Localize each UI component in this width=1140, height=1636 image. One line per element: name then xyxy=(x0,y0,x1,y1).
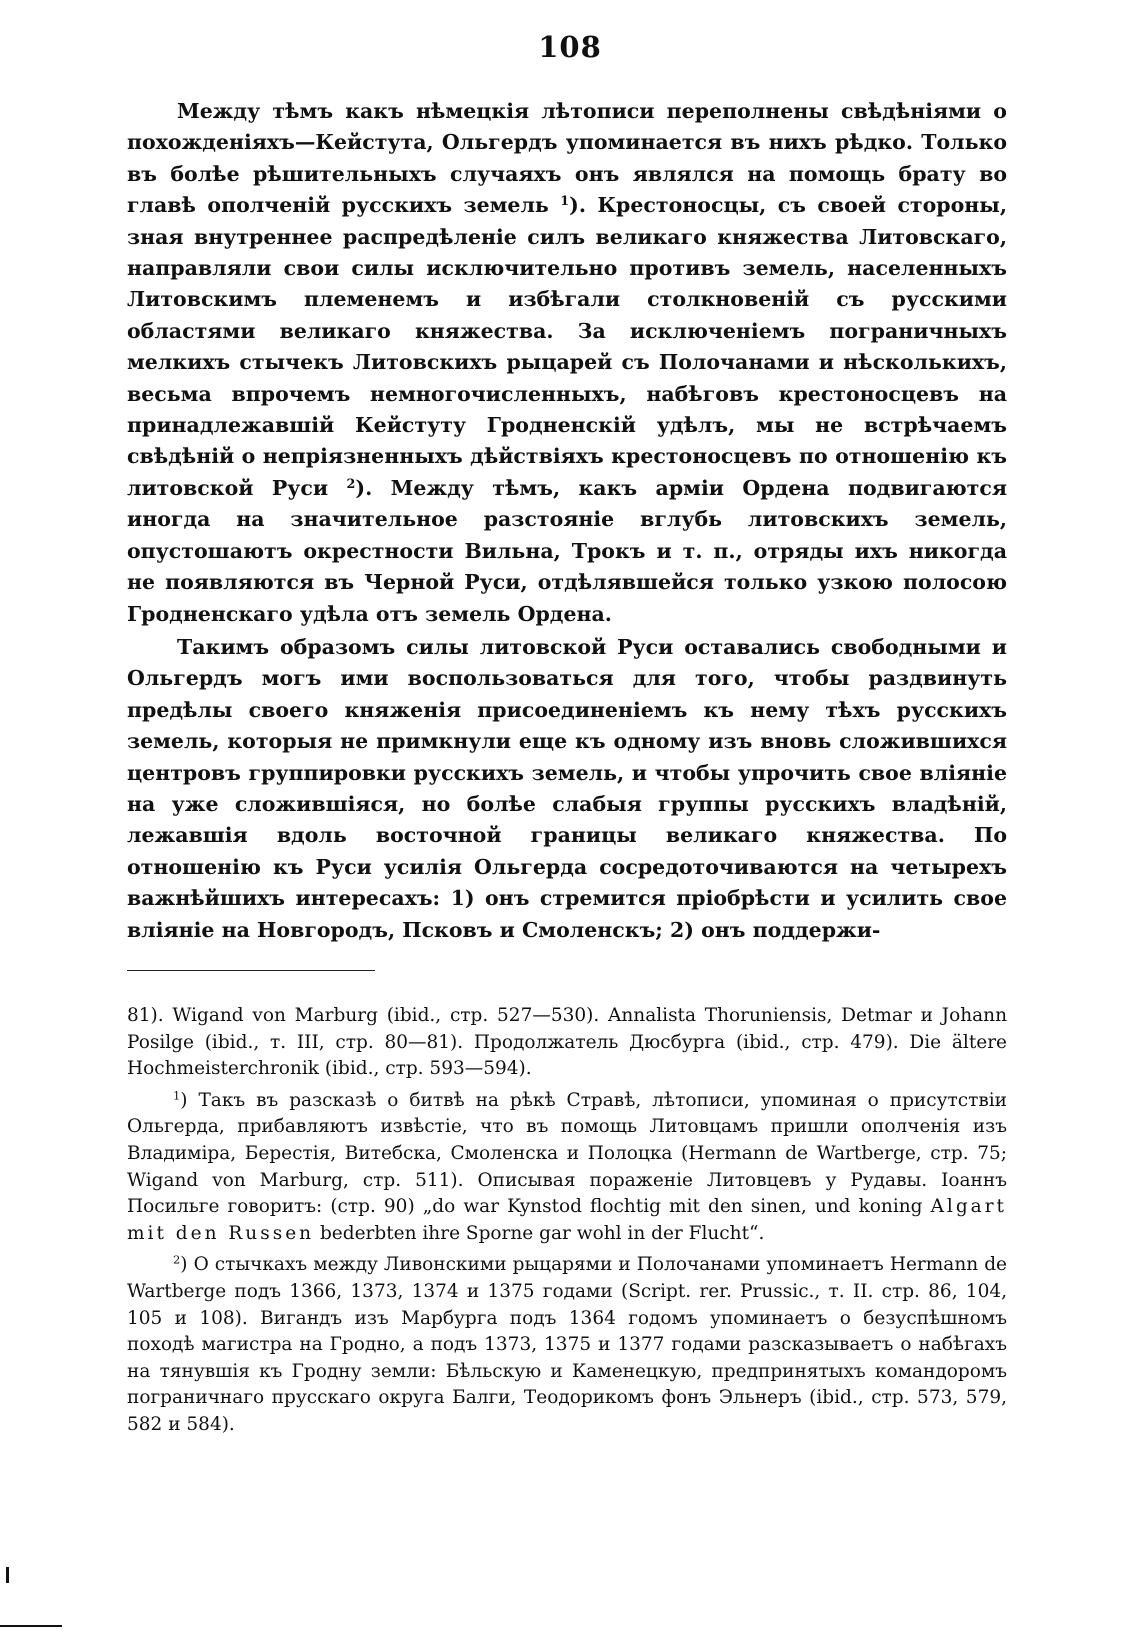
footnote-1 xyxy=(127,1088,1007,1248)
paragraph-2: Такимъ образомъ силы литовской Руси оставались свободными и Ольгердъ могъ ими воспользоваться для того, чтобы раздвинуть предѣлы своего княженія присоединеніемъ къ нему тѣхъ русскихъ земель, которыя не примкнули еще къ одному изъ вновь сложившихся центровъ группировки русскихъ земель, и чтобы упрочить свое вліяніе на уже сложившіяся, но болѣе слабыя группы русскихъ владѣній, лежавшія вдоль восточной границы великаго княжества. По отношенію къ Руси усилія Ольгерда сосредоточиваются на четырехъ важнѣйшихъ интересахъ: 1) онъ стремится пріобрѣсти и усилить свое вліяніе на Новгородъ, Псковъ и Смоленскъ; 2) онъ поддержи- xyxy=(127,634,1007,942)
paragraph-1-part-2: ). Крестоносцы, съ своей стороны, зная внутреннее распредѣленіе силъ великаго княжества Литовскаго, направляли свои силы исключительно противъ земель, населенныхъ Литовскимъ племенемъ и избѣгали столкновеній съ русскими областями великаго княжества. За исключеніемъ пограничныхъ мелкихъ стычекъ Литовскихъ рыцарей съ Полочанами и нѣсколькихъ, весьма впрочемъ немногочисленныхъ, набѣговъ крестоносцевъ на принадлежавшій Кейстуту Гродненскій удѣлъ, мы не встрѣчаемъ свѣдѣній о непріязненныхъ дѣйствіяхъ крестоносцевъ по отношенію къ литовской Руси xyxy=(127,193,1007,500)
footnote-1-marker: 1 xyxy=(173,1088,181,1103)
footnote-1-spaced: Algart mit den Russen xyxy=(127,1196,1007,1244)
footnote-2-text: ) О стычкахъ между Ливонскими рыцарями и Полочанами упоминаетъ Hermann de Wartberge подъ 1366, 1373, 1374 и 1375 годами (Script. rer. Prussic., т. II. стр. 86, 104, 105 и 108). Вигандъ изъ Марбурга подъ 1364 годомъ упоминаетъ о безуспѣшномъ походѣ магистра на Гродно, а подъ 1373, 1375 и 1377 годами разсказываетъ о набѣгахъ на тянувшія къ Гродну земли: Бѣльскую и Каменецкую, предпринятыхъ командоромъ пограничнаго прусскаго округа Балги, Теодорикомъ фонъ Эльнеръ (ibid., стр. 573, 579, 582 и 584). xyxy=(127,1254,1007,1435)
main-text xyxy=(127,96,1007,946)
paragraph-1-part-1: Между тѣмъ какъ нѣмецкія лѣтописи переполнены свѣдѣніями о похожденіяхъ—Кейстута, Ольгердъ упоминается въ нихъ рѣдко. Только въ болѣе рѣшительныхъ случаяхъ онъ являлся на помощь брату во главѣ ополченій русскихъ земель xyxy=(127,99,1007,218)
footnote-separator xyxy=(127,970,375,971)
scan-edge-line xyxy=(0,1625,62,1627)
footnote-ref-1: 1 xyxy=(560,193,570,209)
footnote-2-marker: 2 xyxy=(173,1253,181,1268)
scan-mark xyxy=(6,1567,9,1583)
footnotes xyxy=(127,1003,1007,1439)
paragraph-1-part-3: ). Между тѣмъ, какъ арміи Ордена подвигаются иногда на значительное разстояніе вглубь литовскихъ земель, опустошаютъ окрестности Вильна, Трокъ и т. п., отряды ихъ никогда не появляются въ Черной Руси, отдѣлявшейся только узкою полосою Гродненскаго удѣла отъ земель Ордена. xyxy=(127,475,1007,626)
footnote-ref-2: 2 xyxy=(346,475,356,491)
page-number: 108 xyxy=(538,30,602,64)
paragraph-1 xyxy=(127,96,1007,630)
footnote-1-text-a: ) Такъ въ разсказѣ о битвѣ на рѣкѣ Стравѣ, лѣтописи, упоминая о присутствіи Ольгерда, прибавляютъ извѣстіе, что въ помощь Литовцамъ пришли ополченія изъ Владиміра, Берестія, Витебска, Смоленска и Полоцка (Hermann de Wartberge, стр. 75; Wigand von Marburg, стр. 511). Описывая пораженіе Литовцевъ у Рудавы. Іоаннъ Посильге говоритъ: (стр. 90) „do war Kynstod flochtig mit den sinen, und koning xyxy=(127,1089,1007,1218)
footnote-1-text-b: bederbten ihre Sporne gar wohl in der Flucht“. xyxy=(314,1222,765,1244)
footnote-2 xyxy=(127,1252,1007,1438)
footnote-continuation: 81). Wigand von Marburg (ibid., стр. 527—530). Annalista Thoruniensis, Detmar и Johann Posilge (ibid., т. III, стр. 80—81). Продолжатель Дюсбурга (ibid., стр. 479). Die ältere Hochmeisterchronik (ibid., стр. 593—594). xyxy=(127,1005,1007,1080)
